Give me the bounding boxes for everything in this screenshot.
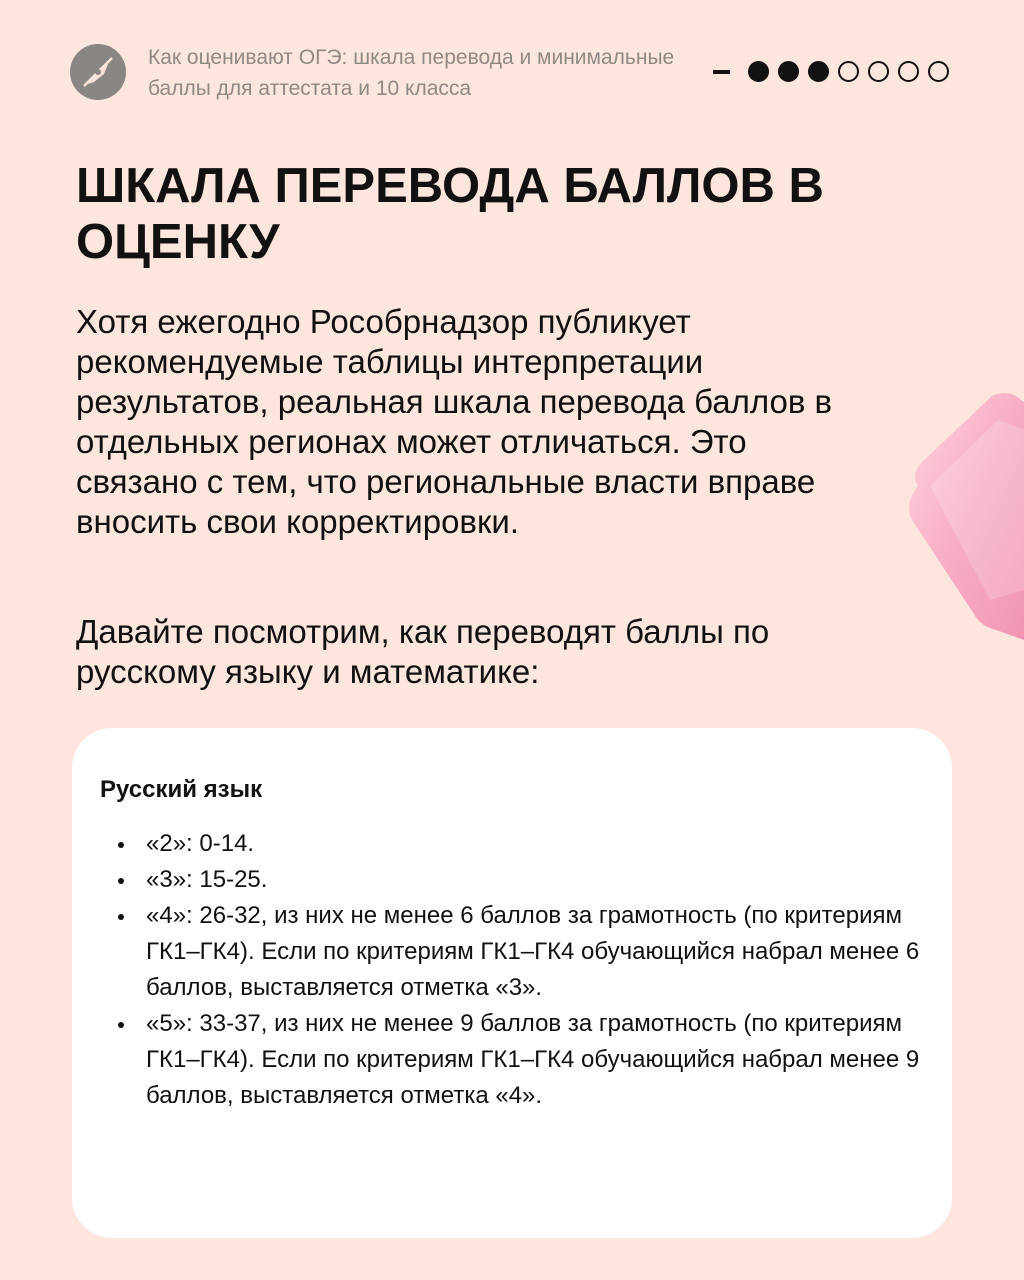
intro-followup: Давайте посмотрим, как переводят баллы по русскому языку и математике: <box>76 613 770 690</box>
progress-dot <box>748 61 769 82</box>
decorative-glass-shape <box>900 390 1024 640</box>
compass-logo-icon <box>70 44 126 100</box>
progress-dot <box>838 61 859 82</box>
progress-dot <box>868 61 889 82</box>
grade-list-item: «2»: 0-14. <box>100 826 930 862</box>
subject-title: Русский язык <box>100 776 263 803</box>
progress-dot <box>778 61 799 82</box>
grade-list-item: «3»: 15-25. <box>100 862 930 898</box>
grade-list-item: «4»: 26-32, из них не менее 6 баллов за грамотность (по критериям ГК1–ГК4). Если по критериям ГК1–ГК4 обучающийся набрал менее 6 баллов, выставляется отметка «3». <box>100 898 930 1006</box>
progress-dot <box>808 61 829 82</box>
page-title: ШКАЛА ПЕРЕВОДА БАЛЛОВ В ОЦЕНКУ <box>76 159 824 269</box>
grade-list <box>100 826 930 1114</box>
progress-dash <box>713 70 730 74</box>
progress-dot <box>898 61 919 82</box>
grade-list-item: «5»: 33-37, из них не менее 9 баллов за грамотность (по критериям ГК1–ГК4). Если по критериям ГК1–ГК4 обучающийся набрал менее 9 баллов, выставляется отметка «4». <box>100 1006 930 1114</box>
series-header: Как оценивают ОГЭ: шкала перевода и минимальные баллы для аттестата и 10 класса <box>148 46 675 100</box>
progress-dot <box>928 61 949 82</box>
slide-progress-dots <box>748 61 949 82</box>
grade-scale-card <box>72 728 952 1238</box>
intro-paragraph: Хотя ежегодно Рособрнадзор публикует рекомендуемые таблицы интерпретации результатов, реальная шкала перевода баллов в отдельных регионах может отличаться. Это связано с тем, что региональные власти вправе вносить свои корректировки. <box>76 303 833 540</box>
